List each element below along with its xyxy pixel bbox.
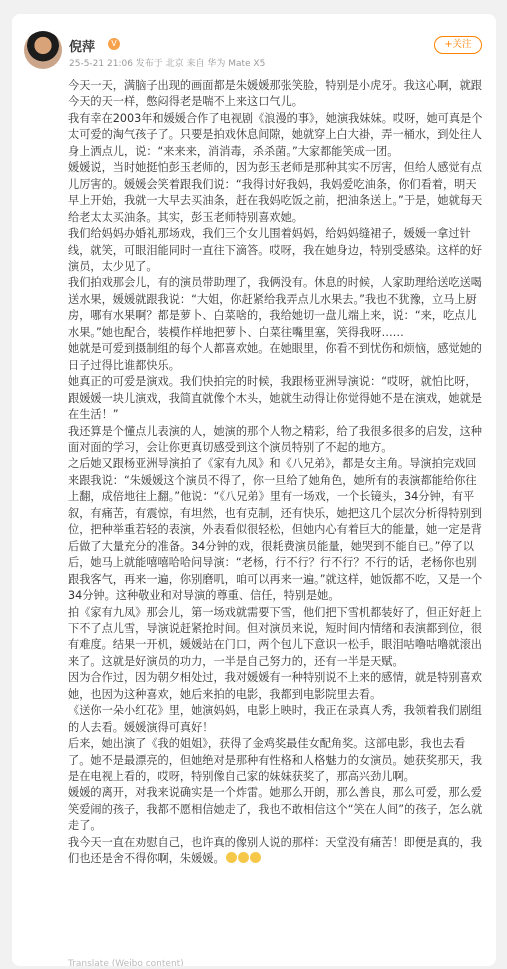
avatar[interactable] bbox=[24, 31, 62, 69]
post-meta: 25-5-21 21:06 发布于 北京 来自 华为 Mate X5 bbox=[69, 59, 266, 69]
post-paragraph: 后来，她出演了《我的姐姐》，获得了金鸡奖最佳女配角奖。这部电影，我也去看了。她不是最漂亮的，但她绝对是那种有性格和人格魅力的女演员。她获奖那天，我是在电视上看的，哎呀，特别像自己家的妹妹获奖了，那高兴劲儿啊。 bbox=[68, 737, 482, 784]
post-paragraph: 媛媛的离开，对我来说确实是一个炸雷。她那么开朗，那么善良，那么可爱，那么爱笑爱闹的孩子，我都不愿相信她走了，我也不敢相信这个“笑在人间”的孩子，怎么就走了。 bbox=[68, 786, 483, 833]
post-content bbox=[68, 78, 484, 868]
post-paragraph: 我们给妈妈办婚礼那场戏，我们三个女儿围着妈妈，给妈妈缝裙子，媛媛一拿过针线，就笑，可眼泪能同时一直往下滴答。哎呀，我在她身边，特别受感染。这样的好演员，太少见了。 bbox=[68, 227, 482, 273]
crying-face-icon bbox=[238, 852, 249, 863]
post-paragraph: 她真正的可爱是演戏。我们快拍完的时候，我跟杨亚洲导演说：“哎呀，就怕比呀，跟媛媛一块儿演戏，我简直就像个木头，她就生动得让你觉得她不是在演戏，她就是在生活！” bbox=[68, 375, 482, 422]
weibo-post-card bbox=[12, 14, 496, 966]
post-paragraph: 我有幸在2003年和媛媛合作了电视剧《浪漫的事》，她演我妹妹。哎呀，她可真是个太可爱的淘气孩子了。只要是拍戏休息间隙，她就穿上白大褂，弄一桶水，到处往人身上洒点儿，说：“来来来，消消毒，杀杀菌。”大家都能笑成一团。 bbox=[68, 111, 483, 158]
crying-face-icon bbox=[250, 852, 261, 863]
post-paragraph: 我们拍戏那会儿，有的演员带助理了，我俩没有。休息的时候，人家助理给送吃送喝送水果，媛媛就跟我说：“大姐，你赶紧给我弄点儿水果去。”我也不犹豫，立马上厨房，哪有水果啊？都是萝卜、白菜啥的，我给她切一盘儿端上来，说：“来，吃点儿水果。”她也配合，装模作样地把萝卜、白菜往嘴里塞，笑得我呀…… bbox=[68, 276, 482, 339]
post-paragraph: 因为合作过，因为朝夕相处过，我对媛媛有一种特别说不上来的感情，就是特别喜欢她，也因为这种喜欢，她后来拍的电影，我都到电影院里去看。 bbox=[68, 671, 482, 701]
post-paragraph: 《送你一朵小红花》里，她演妈妈，电影上映时，我正在录真人秀，我领着我们剧组的人去看。媛媛演得可真好！ bbox=[68, 704, 482, 734]
verified-badge-icon: V bbox=[108, 38, 120, 50]
post-paragraph: 之后她又跟杨亚洲导演拍了《家有九凤》和《八兄弟》，都是女主角。导演拍完戏回来跟我说：“朱媛媛这个演员不得了，你一旦给了她角色，她所有的表演都能给你往上翻，成倍地往上翻。”他说：“《八兄弟》里有一场戏，一个长镜头，34分钟，有平叙，有痛苦，有震惊，有坦然，也有克制，还有快乐，她把这几个层次分析得特别到位，把种举重若轻的表演，外表看似很轻松，但她内心有着巨大的能量，她一定是背后做了大量充分的准备。34分钟的戏，很耗费演员能量，她哭到不能自已。”停了以后，她马上就能嘻嘻哈哈问导演：“老杨，行不行？行不行？不行的话，老杨你也别跟我客气，再来一遍，你别磨叽，咱可以再来一遍。”就这样，她饭都不吃，又是一个34分钟。这种敬业和对导演的尊重、信任，特别是她。 bbox=[68, 457, 483, 603]
post-paragraph: 我今天一直在劝慰自己，也许真的像别人说的那样：天堂没有痛苦！即便是真的，我们也还是舍不得你啊，朱媛媛。 bbox=[68, 835, 482, 866]
post-paragraph: 她就是可爱到摄制组的每个人都喜欢她。在她眼里，你看不到忧伤和烦恼，感觉她的日子过得比谁都快乐。 bbox=[68, 342, 482, 372]
post-paragraph: 我还算是个懂点儿表演的人，她演的那个人物之精彩，给了我很多很多的启发，这种面对面的学习，会让你更真切感受到这个演员特别了不起的地方。 bbox=[68, 424, 482, 454]
translate-link[interactable]: Translate (Weibo content) bbox=[68, 959, 184, 966]
username[interactable]: 倪萍 bbox=[69, 40, 96, 55]
follow-button[interactable]: +关注 bbox=[434, 36, 482, 54]
post-paragraph: 媛媛说，当时她挺怕彭玉老师的，因为彭玉老师是那种其实不厉害，但给人感觉有点儿厉害的。媛媛会笑着跟我们说：“我得讨好我妈，我妈爱吃油条，你们看着，明天早上开始，我就一大早去买油条，赶在我妈吃饭之前，把油条送上。”于是，她就每天给老太太买油条。其实，彭玉老师特别喜欢她。 bbox=[68, 161, 483, 224]
post-paragraph: 今天一天，满脑子出现的画面都是朱媛媛那张笑脸，特别是小虎牙。我这心啊，就跟今天的天一样，憋闷得老是喘不上来这口气儿。 bbox=[68, 79, 482, 109]
crying-face-icon bbox=[226, 852, 237, 863]
post-paragraph: 拍《家有九凤》那会儿，第一场戏就需要下雪，他们把下雪机都装好了，但正好赶上下不了点儿雪，导演说赶紧抢时间。但对演员来说，短时间内情绪和表演都到位，很有难度。结果一开机，媛媛站在门口，两个包儿下意识一松手，眼泪咕噜咕噜就滚出来了。这就是好演员的功力，一半是自己努力的，还有一半是天赋。 bbox=[68, 605, 482, 668]
post-header bbox=[12, 14, 496, 70]
